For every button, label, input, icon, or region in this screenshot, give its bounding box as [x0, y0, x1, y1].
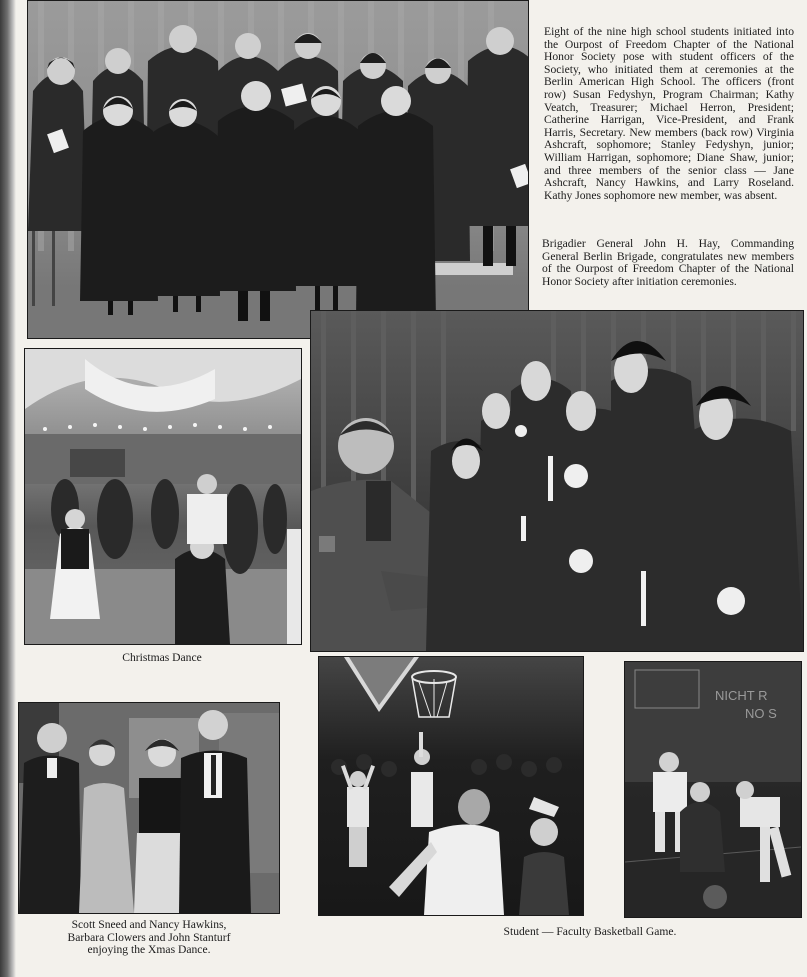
- xmas-dance-caption-line2: Barbara Clowers and John Stanturf: [67, 930, 231, 944]
- basketball-caption: Student — Faculty Basketball Game.: [503, 925, 677, 938]
- xmas-dance-caption: [18, 919, 280, 957]
- basketball-hoop-photo: [318, 656, 584, 916]
- honor-society-caption: Eight of the nine high school students initiated into the Ourpost of Freedom Chapter of the National Honor Society pose with student officers of the Society, who initiated them at ceremonies at the Berlin American High School. The officers (front row) Susan Fedyshyn, Program Chairman; Kathy Veatch, Treasurer; Michael Herron, President; Catherine Harrigan, Vice-President, and Frank Harris, Secretary. New members (back row) Virginia Ashcraft, sophomore; Stanley Fedyshyn, junior; William Harrigan, sophomore; Diane Shaw, junior; and three members of the senior class — Jane Ashcraft, Nancy Hawkins, and Larry Roseland. Kathy Jones sophomore new member, was absent.: [544, 25, 794, 202]
- gym-sign-line2: NO S: [745, 706, 777, 721]
- christmas-dance-photo: [24, 348, 302, 645]
- xmas-dance-couples-photo: [18, 702, 280, 914]
- general-hay-caption: Brigadier General John H. Hay, Commanding General Berlin Brigade, congratulates new members of the Ourpost of Freedom Chapter of the National Honor Society after initiation ceremonies.: [542, 237, 794, 288]
- general-congratulating-photo: [310, 310, 804, 652]
- gym-basketball-photo: [624, 661, 802, 918]
- xmas-dance-caption-line1: Scott Sneed and Nancy Hawkins,: [71, 918, 227, 931]
- page-binding-shadow: [0, 0, 16, 977]
- christmas-dance-caption: Christmas Dance: [122, 651, 202, 664]
- xmas-dance-caption-line3: enjoying the Xmas Dance.: [87, 943, 211, 957]
- gym-sign-line1: NICHT R: [715, 688, 768, 703]
- honor-society-group-photo: [27, 0, 529, 339]
